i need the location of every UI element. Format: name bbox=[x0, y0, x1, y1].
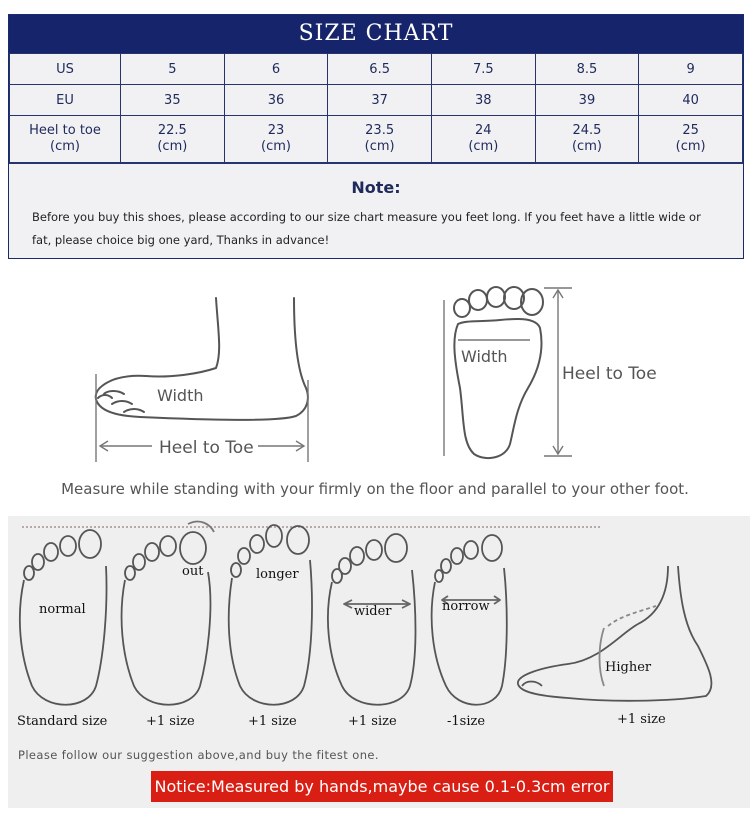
table-cell bbox=[121, 116, 225, 163]
size-chart-title: SIZE CHART bbox=[9, 15, 743, 53]
table-cell: 35 bbox=[121, 85, 225, 116]
table-cell bbox=[328, 116, 432, 163]
table-cell: 6.5 bbox=[328, 54, 432, 85]
foot-type-narrow-label: norrow bbox=[442, 599, 490, 614]
narrow-foot-icon bbox=[432, 535, 507, 705]
size-advice-longer: +1 size bbox=[248, 714, 297, 729]
foot-type-wider-label: wider bbox=[354, 604, 392, 619]
sole-measure-lines bbox=[444, 288, 572, 456]
table-cell: 39 bbox=[535, 85, 639, 116]
normal-foot-icon bbox=[20, 530, 107, 705]
cell-value: 25 bbox=[682, 123, 699, 138]
note-text: Before you buy this shoes, please according to our size chart measure you feet long. If you feet have a little wide or fat, please choice big one yard, Thanks in advance! bbox=[32, 210, 701, 247]
row-label-unit: (cm) bbox=[50, 139, 80, 154]
cell-unit: (cm) bbox=[364, 139, 395, 154]
row-label: EU bbox=[10, 85, 121, 116]
cell-unit: (cm) bbox=[571, 139, 602, 154]
table-cell: 37 bbox=[328, 85, 432, 116]
note-title: Note: bbox=[351, 178, 401, 197]
sole-heel-to-toe-label: Heel to Toe bbox=[562, 364, 657, 384]
cell-unit: (cm) bbox=[261, 139, 291, 154]
table-cell: 5 bbox=[121, 54, 225, 85]
table-cell: 6 bbox=[224, 54, 328, 85]
foot-type-out-label: out bbox=[182, 564, 204, 579]
table-cell: 40 bbox=[639, 85, 743, 116]
size-advice-wider: +1 size bbox=[348, 714, 397, 729]
size-advice-narrow: -1size bbox=[447, 714, 486, 729]
table-cell: 36 bbox=[224, 85, 328, 116]
foot-type-longer-label: longer bbox=[256, 567, 299, 582]
measure-caption: Measure while standing with your firmly on the floor and parallel to your other foot. bbox=[61, 480, 689, 498]
table-cell bbox=[535, 116, 639, 163]
high-instep-foot-icon bbox=[518, 566, 712, 701]
foot-type-normal-label: normal bbox=[39, 602, 86, 617]
size-advice-out: +1 size bbox=[146, 714, 195, 729]
side-heel-to-toe-label: Heel to Toe bbox=[159, 438, 254, 458]
follow-suggestion-text: Please follow our suggestion above,and buy the fitest one. bbox=[18, 748, 379, 762]
sole-diagram bbox=[440, 278, 575, 468]
wider-foot-icon bbox=[328, 534, 416, 705]
table-row-us bbox=[10, 54, 743, 85]
measurement-error-notice: Notice:Measured by hands,maybe cause 0.1-0.3cm error bbox=[151, 771, 613, 802]
table-row-heel-to-toe bbox=[10, 116, 743, 163]
row-label: US bbox=[10, 54, 121, 85]
note-box bbox=[9, 163, 743, 258]
side-width-label: Width bbox=[157, 386, 204, 405]
cell-value: 22.5 bbox=[157, 123, 187, 138]
cell-unit: (cm) bbox=[675, 139, 706, 154]
table-cell bbox=[639, 116, 743, 163]
cell-value: 23 bbox=[267, 123, 285, 138]
out-foot-icon bbox=[122, 522, 214, 705]
table-cell: 7.5 bbox=[431, 54, 535, 85]
size-advice-normal: Standard size bbox=[17, 714, 108, 729]
cell-value: 24 bbox=[475, 123, 492, 138]
table-cell: 8.5 bbox=[535, 54, 639, 85]
size-table bbox=[9, 53, 743, 163]
row-label bbox=[10, 116, 121, 163]
table-cell: 38 bbox=[431, 85, 535, 116]
size-chart bbox=[8, 14, 744, 259]
foot-type-higher-label: Higher bbox=[605, 660, 652, 675]
row-label-text: Heel to toe bbox=[29, 123, 101, 138]
table-row-eu bbox=[10, 85, 743, 116]
cell-unit: (cm) bbox=[468, 139, 499, 154]
cell-value: 24.5 bbox=[572, 123, 602, 138]
sole-width-label: Width bbox=[461, 347, 508, 366]
foot-types-panel bbox=[8, 516, 750, 808]
cell-value: 23.5 bbox=[365, 123, 395, 138]
table-cell bbox=[224, 116, 328, 163]
cell-unit: (cm) bbox=[157, 139, 188, 154]
sole-outline bbox=[454, 287, 543, 458]
table-cell: 9 bbox=[639, 54, 743, 85]
size-advice-higher: +1 size bbox=[617, 712, 666, 727]
longer-foot-icon bbox=[229, 525, 312, 705]
table-cell bbox=[431, 116, 535, 163]
